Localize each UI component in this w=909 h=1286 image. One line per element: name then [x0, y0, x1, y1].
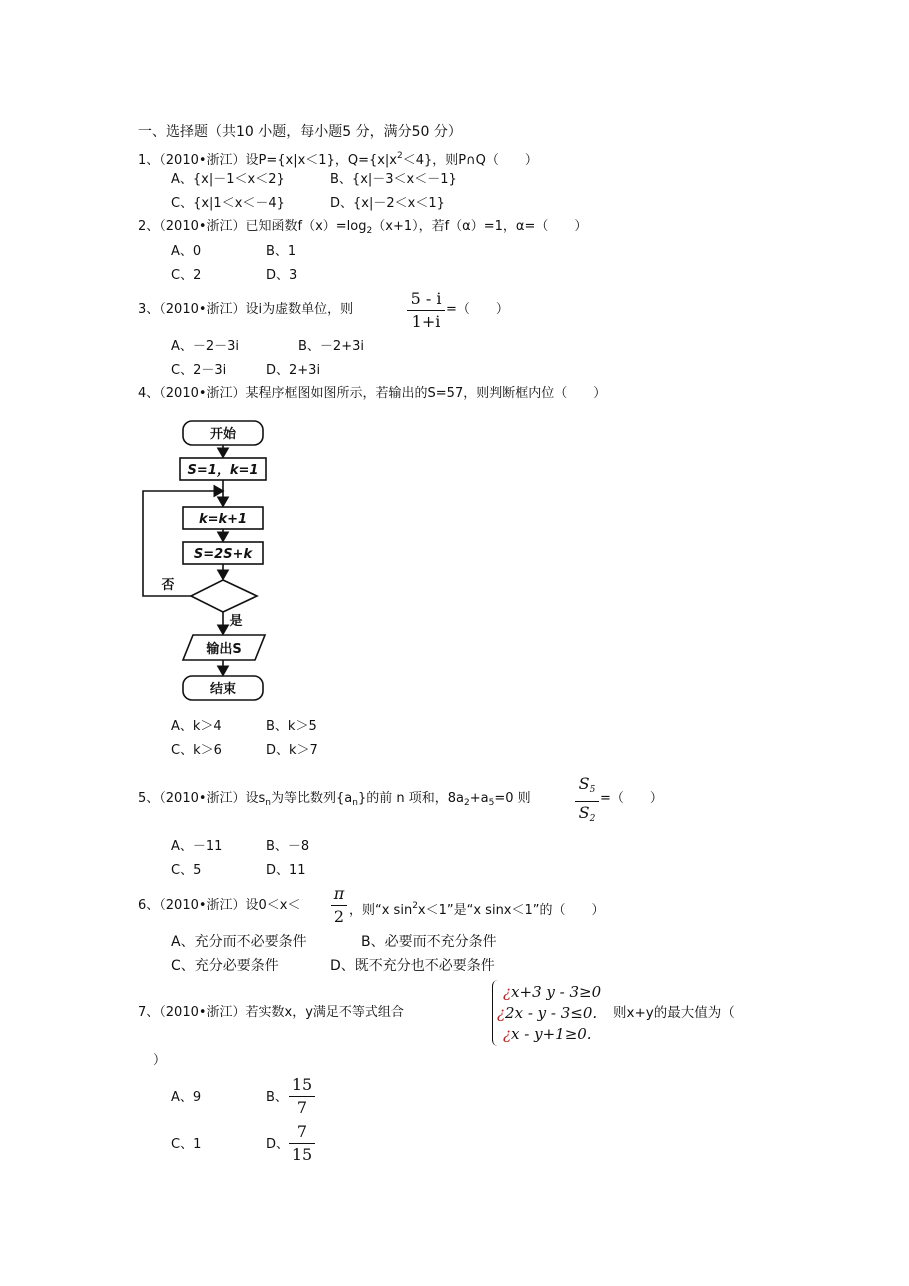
question-5-stem: 5、（2010•浙江）设$s_n$为等比数列$\{a_n\}$的前 n 项和，$8a_2+a_5=0$ 则 — [138, 791, 531, 808]
question-1-stem: 1、（2010•浙江）设P={x|x＜1}，$Q=\{x|x^2<4\}$，则P∩Q（ ） — [138, 151, 538, 168]
q6-fraction-denominator: 2 — [333, 907, 345, 926]
q3-option-c: C、2－3i — [171, 363, 227, 378]
flow-start-label: 开始 — [209, 427, 237, 442]
q7-option-b: B、 — [266, 1090, 288, 1105]
question-7-stem: 7、（2010•浙江）若实数x，y满足不等式组合 — [138, 1005, 404, 1020]
q5-fraction-numerator: S — [578, 774, 590, 793]
q7-option-a: A、9 — [171, 1090, 202, 1105]
flow-init-label: S=1，k=1 — [187, 463, 259, 478]
q3-fraction — [407, 289, 445, 332]
section-title: 一、选择题（共10 小题，每小题5 分，满分50 分） — [138, 124, 462, 140]
q1-option-b: B、{x|－3＜x＜－1} — [330, 172, 457, 187]
q7-option-d-denominator: 15 — [291, 1145, 313, 1164]
q5-fraction-denominator: S — [578, 803, 590, 822]
q3-option-d: D、2+3i — [266, 363, 321, 378]
flow-no-label: 否 — [161, 578, 175, 593]
q7-inequality-3: ¿x - y+1≥0. — [503, 1025, 592, 1043]
q4-option-d: D、k＞7 — [266, 743, 318, 758]
q5-fraction: $S_5$ $S_2$ — [575, 774, 599, 829]
program-flowchart — [135, 415, 285, 707]
flow-increment-label: k=k+1 — [198, 512, 248, 527]
q5-option-d: D、11 — [266, 863, 306, 878]
q7-option-d-fraction — [289, 1122, 315, 1165]
q2-option-b: B、1 — [266, 244, 297, 259]
question-2-stem: 2、（2010•浙江）已知函数$f(x)=\log_2(x+1)$，若f（α）=1，α=（ ） — [138, 219, 588, 236]
q2-option-d: D、3 — [266, 268, 298, 283]
q1-option-c: C、{x|1＜x＜－4} — [171, 196, 285, 211]
q7-option-b-denominator: 7 — [296, 1098, 308, 1117]
q4-option-a: A、k＞4 — [171, 719, 222, 734]
q7-closing-paren: ） — [153, 1053, 167, 1068]
q7-option-b-numerator: 15 — [291, 1075, 313, 1094]
q2-option-a: A、0 — [171, 244, 202, 259]
q7-inequality-1: ¿x+3 y - 3≥0 — [503, 983, 602, 1001]
flow-output-label: 输出S — [206, 642, 242, 657]
q5-option-a: A、－11 — [171, 839, 223, 854]
q6-stem-tail: ，则“x $\sin^2x<1$”是“x sinx＜1”的（ ） — [349, 901, 605, 918]
q5-stem-tail: =（ ） — [600, 791, 663, 806]
q3-stem-tail: =（ ） — [446, 302, 509, 317]
q3-option-b: B、－2+3i — [298, 339, 364, 354]
question-4-stem: 4、（2010•浙江）某程序框图如图所示，若输出的S=57，则判断框内位（ ） — [138, 386, 607, 401]
q4-option-c: C、k＞6 — [171, 743, 222, 758]
q6-fraction-numerator: π — [333, 884, 345, 903]
q6-fraction — [331, 884, 347, 927]
q6-option-a: A、充分而不必要条件 — [171, 934, 307, 950]
q3-fraction-numerator: 5 - i — [410, 289, 442, 308]
q3-option-a: A、－2－3i — [171, 339, 240, 354]
flow-yes-label: 是 — [229, 614, 243, 629]
question-6-stem: 6、（2010•浙江）设0＜x＜ — [138, 898, 301, 913]
q6-option-c: C、充分必要条件 — [171, 958, 279, 974]
q6-option-b: B、必要而不充分条件 — [361, 934, 497, 950]
q7-inequality-2: ¿2x - y - 3≤0. — [497, 1004, 598, 1022]
q7-option-c: C、1 — [171, 1137, 202, 1152]
flow-update-label: S=2S+k — [193, 547, 253, 562]
q2-option-c: C、2 — [171, 268, 202, 283]
q7-option-d: D、 — [266, 1137, 290, 1152]
q1-option-d: D、{x|－2＜x＜1} — [330, 196, 445, 211]
q7-option-b-fraction — [289, 1075, 315, 1118]
flow-decision-diamond — [191, 580, 257, 612]
q5-option-c: C、5 — [171, 863, 202, 878]
q7-stem-tail: 则x+y的最大值为（ — [613, 1005, 735, 1021]
flow-end-label: 结束 — [209, 682, 237, 697]
q3-fraction-denominator: 1+i — [411, 312, 441, 331]
question-3-stem: 3、（2010•浙江）设i为虚数单位，则 — [138, 302, 354, 317]
q4-option-b: B、k＞5 — [266, 719, 317, 734]
q6-option-d: D、既不充分也不必要条件 — [330, 958, 495, 974]
q1-option-a: A、{x|－1＜x＜2} — [171, 172, 285, 187]
q7-option-d-numerator: 7 — [296, 1122, 308, 1141]
q5-option-b: B、－8 — [266, 839, 310, 854]
